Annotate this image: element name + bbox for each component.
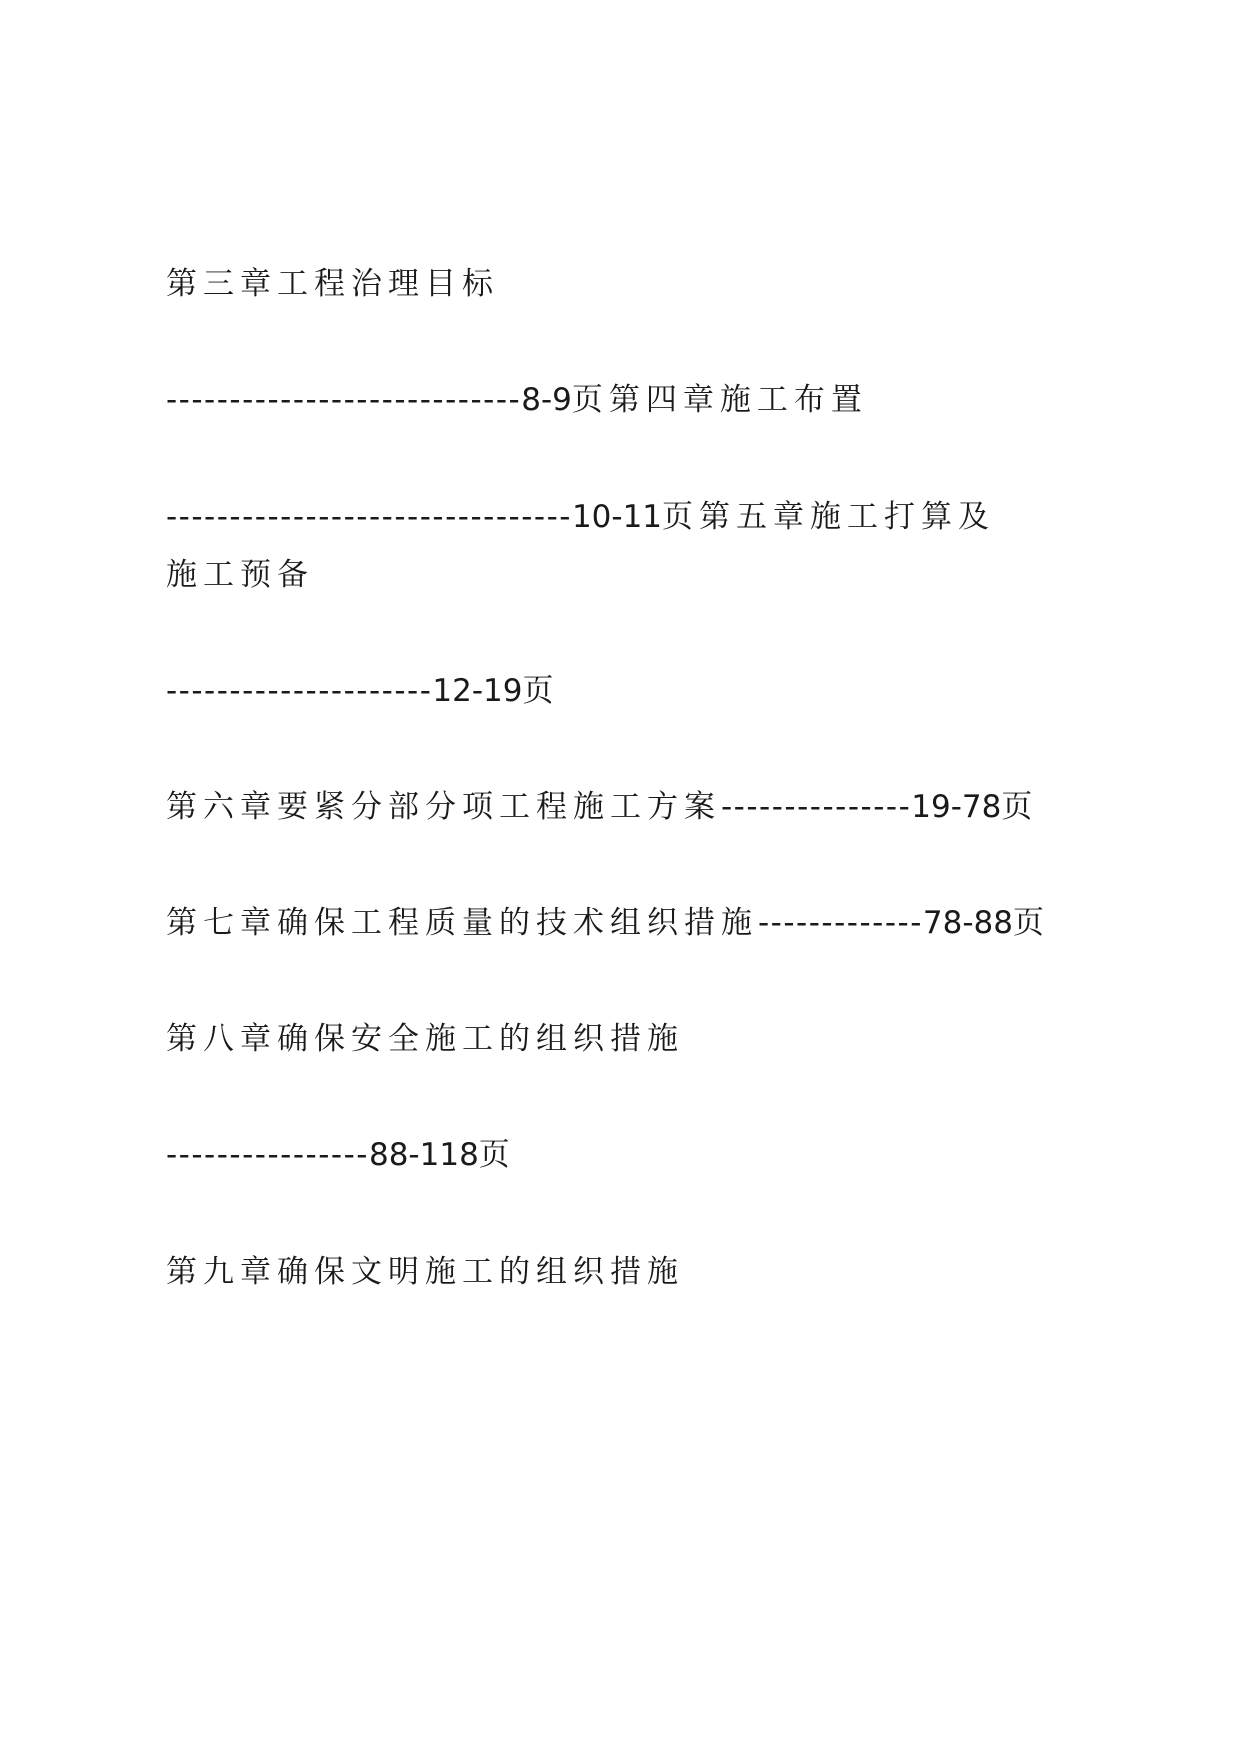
toc-line-chapter-8-pages [166, 1135, 516, 1175]
toc-text: 页 [1013, 905, 1051, 941]
toc-line-chapter-3-pages [166, 380, 868, 420]
toc-text: 第七章确保工程质量的技术组织措施 [166, 905, 758, 941]
toc-line-chapter-8 [166, 1019, 684, 1059]
toc-text: 页 [478, 1137, 516, 1173]
toc-text: 第六章要紧分部分项工程施工方案 [166, 789, 721, 825]
toc-leader-dashes: ------------- [758, 905, 923, 941]
toc-leader-dashes: -------------------------------- [166, 499, 572, 535]
toc-line-chapter-5-cont [166, 555, 314, 595]
toc-page-range: 12-19 [432, 673, 523, 709]
toc-text: 页第四章施工布置 [571, 382, 868, 418]
toc-line-chapter-9 [166, 1252, 684, 1292]
toc-page-range: 10-11 [571, 499, 663, 535]
toc-text: 页 [1001, 789, 1039, 825]
toc-text: 第九章确保文明施工的组织措施 [166, 1254, 684, 1290]
toc-page-range: 78-88 [922, 905, 1014, 941]
toc-text: 页第五章施工打算及 [662, 499, 996, 535]
toc-text: 施工预备 [166, 557, 314, 593]
toc-leader-dashes: --------------- [721, 789, 912, 825]
toc-page-range: 19-78 [911, 789, 1002, 825]
toc-text: 页 [522, 673, 560, 709]
toc-line-chapter-5-pages [166, 671, 560, 711]
toc-line-chapter-3 [166, 264, 499, 304]
toc-leader-dashes: ---------------- [166, 1137, 369, 1173]
toc-line-chapter-4-pages [166, 497, 995, 537]
toc-line-chapter-7 [166, 903, 1050, 943]
toc-text: 第三章工程治理目标 [166, 266, 499, 302]
toc-leader-dashes: ---------------------------- [166, 382, 522, 418]
toc-page-range: 8-9 [521, 382, 572, 418]
toc-page-range: 88-118 [368, 1137, 479, 1173]
toc-text: 第八章确保安全施工的组织措施 [166, 1021, 684, 1057]
toc-line-chapter-6 [166, 787, 1038, 827]
toc-leader-dashes: --------------------- [166, 673, 433, 709]
